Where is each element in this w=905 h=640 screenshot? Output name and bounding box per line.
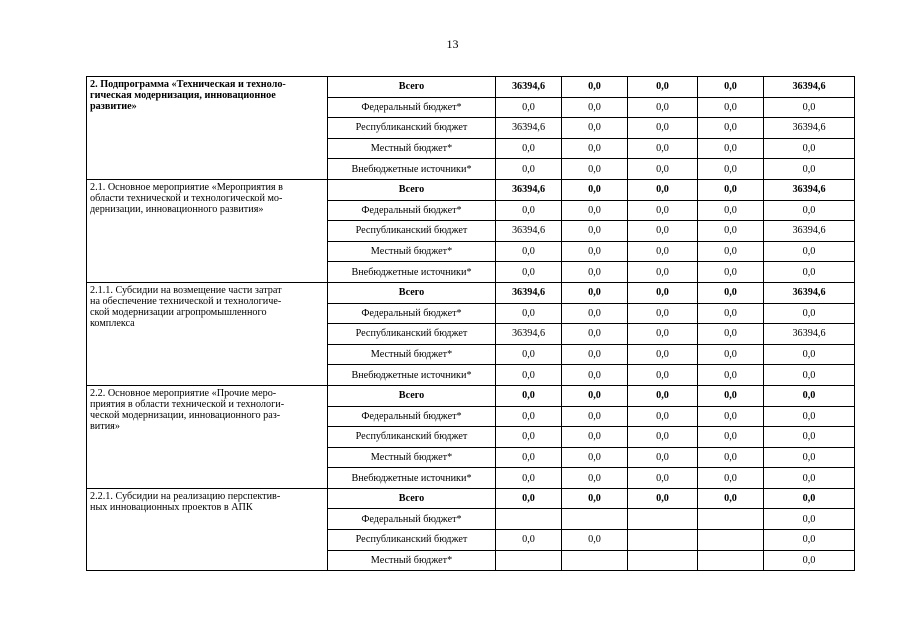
funding-source-cell: Всего <box>328 179 496 200</box>
value-cell: 0,0 <box>496 344 562 365</box>
value-cell: 36394,6 <box>764 179 855 200</box>
value-cell: 0,0 <box>562 488 628 509</box>
value-cell: 0,0 <box>628 344 698 365</box>
page-number: 13 <box>446 37 459 51</box>
value-cell: 36394,6 <box>764 282 855 303</box>
value-cell: 0,0 <box>562 406 628 427</box>
funding-source-cell: Местный бюджет* <box>328 447 496 468</box>
funding-source-cell: Республиканский бюджет <box>328 221 496 242</box>
value-cell <box>628 550 698 571</box>
funding-source-cell: Местный бюджет* <box>328 241 496 262</box>
program-name-cell: 2.1. Основное мероприятие «Мероприятия в области технической и технологической мо- дернизации, инновационного развития» <box>87 179 328 282</box>
value-cell: 0,0 <box>496 241 562 262</box>
value-cell <box>698 509 764 530</box>
value-cell: 0,0 <box>698 77 764 98</box>
table-row <box>87 488 855 509</box>
value-cell: 0,0 <box>698 468 764 489</box>
value-cell: 0,0 <box>562 365 628 386</box>
value-cell: 0,0 <box>698 344 764 365</box>
value-cell: 0,0 <box>628 468 698 489</box>
funding-source-cell: Местный бюджет* <box>328 138 496 159</box>
value-cell: 0,0 <box>628 159 698 180</box>
value-cell: 0,0 <box>698 303 764 324</box>
funding-source-cell: Всего <box>328 385 496 406</box>
funding-source-cell: Внебюджетные источники* <box>328 468 496 489</box>
value-cell: 0,0 <box>562 97 628 118</box>
funding-source-cell: Республиканский бюджет <box>328 530 496 551</box>
value-cell: 0,0 <box>496 427 562 448</box>
funding-source-cell: Республиканский бюджет <box>328 324 496 345</box>
value-cell: 0,0 <box>628 241 698 262</box>
value-cell <box>698 550 764 571</box>
value-cell: 0,0 <box>562 385 628 406</box>
value-cell: 0,0 <box>562 324 628 345</box>
value-cell: 0,0 <box>698 406 764 427</box>
value-cell: 0,0 <box>496 488 562 509</box>
value-cell: 0,0 <box>496 159 562 180</box>
funding-source-cell: Республиканский бюджет <box>328 118 496 139</box>
value-cell: 0,0 <box>698 427 764 448</box>
value-cell: 0,0 <box>562 77 628 98</box>
value-cell: 0,0 <box>764 200 855 221</box>
funding-source-cell: Внебюджетные источники* <box>328 262 496 283</box>
value-cell: 0,0 <box>496 365 562 386</box>
value-cell: 0,0 <box>698 241 764 262</box>
value-cell: 0,0 <box>764 406 855 427</box>
value-cell: 0,0 <box>628 77 698 98</box>
value-cell: 0,0 <box>562 282 628 303</box>
value-cell: 0,0 <box>496 200 562 221</box>
value-cell <box>698 530 764 551</box>
value-cell: 0,0 <box>562 344 628 365</box>
value-cell: 0,0 <box>562 200 628 221</box>
value-cell: 36394,6 <box>496 324 562 345</box>
value-cell: 36394,6 <box>764 77 855 98</box>
value-cell: 0,0 <box>562 241 628 262</box>
value-cell: 36394,6 <box>764 324 855 345</box>
program-name-cell: 2. Подпрограмма «Техническая и техноло- гическая модернизация, инновационное развитие» <box>87 77 328 180</box>
value-cell: 0,0 <box>562 221 628 242</box>
funding-source-cell: Всего <box>328 488 496 509</box>
funding-source-cell: Федеральный бюджет* <box>328 303 496 324</box>
value-cell: 0,0 <box>628 303 698 324</box>
value-cell <box>496 550 562 571</box>
funding-source-cell: Всего <box>328 77 496 98</box>
value-cell: 0,0 <box>764 303 855 324</box>
value-cell <box>562 509 628 530</box>
funding-source-cell: Местный бюджет* <box>328 344 496 365</box>
value-cell: 0,0 <box>628 179 698 200</box>
value-cell: 0,0 <box>764 241 855 262</box>
budget-table <box>86 76 855 571</box>
value-cell: 0,0 <box>764 468 855 489</box>
value-cell: 0,0 <box>698 221 764 242</box>
value-cell: 0,0 <box>698 97 764 118</box>
value-cell: 0,0 <box>764 427 855 448</box>
program-name-cell: 2.2.1. Субсидии на реализацию перспектив- ных инновационных проектов в АПК <box>87 488 328 570</box>
value-cell: 0,0 <box>562 118 628 139</box>
value-cell: 0,0 <box>764 509 855 530</box>
value-cell: 0,0 <box>698 447 764 468</box>
funding-source-cell: Федеральный бюджет* <box>328 97 496 118</box>
program-name-cell: 2.1.1. Субсидии на возмещение части затрат на обеспечение технической и технологиче- ской модернизации агропромышленного комплекса <box>87 282 328 385</box>
funding-source-cell: Федеральный бюджет* <box>328 509 496 530</box>
funding-source-cell: Местный бюджет* <box>328 550 496 571</box>
value-cell: 0,0 <box>628 282 698 303</box>
value-cell: 0,0 <box>628 324 698 345</box>
value-cell: 0,0 <box>496 138 562 159</box>
value-cell: 0,0 <box>628 406 698 427</box>
value-cell: 0,0 <box>628 365 698 386</box>
value-cell <box>628 509 698 530</box>
value-cell: 36394,6 <box>496 118 562 139</box>
value-cell: 0,0 <box>628 262 698 283</box>
value-cell: 0,0 <box>764 385 855 406</box>
value-cell: 0,0 <box>496 97 562 118</box>
funding-source-cell: Внебюджетные источники* <box>328 365 496 386</box>
value-cell: 0,0 <box>562 468 628 489</box>
value-cell: 0,0 <box>764 262 855 283</box>
funding-source-cell: Федеральный бюджет* <box>328 200 496 221</box>
value-cell: 0,0 <box>562 159 628 180</box>
value-cell: 0,0 <box>698 262 764 283</box>
value-cell: 0,0 <box>496 303 562 324</box>
value-cell: 0,0 <box>764 159 855 180</box>
table-row <box>87 282 855 303</box>
value-cell: 0,0 <box>764 447 855 468</box>
value-cell <box>496 509 562 530</box>
value-cell: 0,0 <box>698 179 764 200</box>
value-cell: 36394,6 <box>496 282 562 303</box>
value-cell: 0,0 <box>562 262 628 283</box>
value-cell: 0,0 <box>764 344 855 365</box>
value-cell: 36394,6 <box>764 118 855 139</box>
value-cell: 0,0 <box>562 530 628 551</box>
value-cell: 0,0 <box>764 97 855 118</box>
value-cell: 0,0 <box>496 447 562 468</box>
table-row <box>87 77 855 98</box>
value-cell: 0,0 <box>764 138 855 159</box>
value-cell: 0,0 <box>764 530 855 551</box>
value-cell: 0,0 <box>496 385 562 406</box>
value-cell: 36394,6 <box>764 221 855 242</box>
value-cell: 0,0 <box>764 365 855 386</box>
value-cell: 0,0 <box>562 447 628 468</box>
value-cell: 36394,6 <box>496 77 562 98</box>
value-cell: 0,0 <box>496 468 562 489</box>
funding-source-cell: Внебюджетные источники* <box>328 159 496 180</box>
value-cell: 0,0 <box>698 200 764 221</box>
value-cell <box>628 530 698 551</box>
value-cell: 0,0 <box>698 324 764 345</box>
value-cell: 0,0 <box>496 262 562 283</box>
funding-source-cell: Федеральный бюджет* <box>328 406 496 427</box>
value-cell <box>562 550 628 571</box>
value-cell: 0,0 <box>628 138 698 159</box>
value-cell: 0,0 <box>628 221 698 242</box>
value-cell: 0,0 <box>628 488 698 509</box>
value-cell: 0,0 <box>496 406 562 427</box>
value-cell: 0,0 <box>764 550 855 571</box>
program-name-cell: 2.2. Основное мероприятие «Прочие меро- приятия в области технической и технологи- ческой модернизации, инновационного раз- вития» <box>87 385 328 488</box>
value-cell: 0,0 <box>628 447 698 468</box>
value-cell: 0,0 <box>698 385 764 406</box>
value-cell: 0,0 <box>698 138 764 159</box>
value-cell: 0,0 <box>764 488 855 509</box>
value-cell: 0,0 <box>562 179 628 200</box>
value-cell: 0,0 <box>628 385 698 406</box>
value-cell: 0,0 <box>562 138 628 159</box>
value-cell: 0,0 <box>562 303 628 324</box>
value-cell: 0,0 <box>698 282 764 303</box>
funding-source-cell: Республиканский бюджет <box>328 427 496 448</box>
value-cell: 0,0 <box>628 200 698 221</box>
value-cell: 0,0 <box>698 365 764 386</box>
value-cell: 0,0 <box>628 118 698 139</box>
value-cell: 36394,6 <box>496 221 562 242</box>
value-cell: 0,0 <box>698 488 764 509</box>
value-cell: 0,0 <box>562 427 628 448</box>
value-cell: 36394,6 <box>496 179 562 200</box>
value-cell: 0,0 <box>496 530 562 551</box>
value-cell: 0,0 <box>698 118 764 139</box>
table-row <box>87 179 855 200</box>
value-cell: 0,0 <box>628 97 698 118</box>
value-cell: 0,0 <box>628 427 698 448</box>
value-cell: 0,0 <box>698 159 764 180</box>
funding-source-cell: Всего <box>328 282 496 303</box>
table-row <box>87 385 855 406</box>
